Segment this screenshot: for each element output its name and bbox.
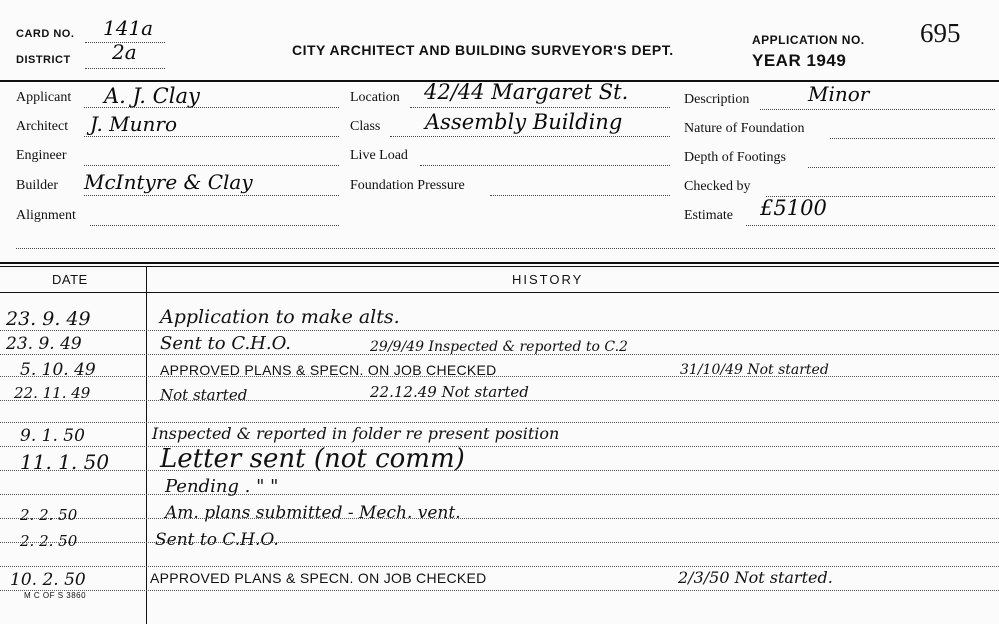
builder-label: Builder [16,178,58,193]
history-entry-note: 22.12.49 Not started [370,383,529,401]
date-column-header: DATE [52,272,88,287]
history-entry: Application to make alts. [160,306,400,328]
location-label: Location [350,90,400,105]
estimate-label: Estimate [684,208,733,223]
history-entry: Not started [160,386,248,404]
architect-label: Architect [16,119,69,134]
engineer-label: Engineer [16,148,67,163]
history-entry-note: Pending . " " [165,476,279,497]
alignment-label: Alignment [16,208,76,223]
history-entry: Am. plans submitted - Mech. vent. [165,503,461,523]
class-value: Assembly Building [425,110,623,134]
form-code: M C OF S 3860 [24,591,87,600]
live-load-label: Live Load [350,148,408,163]
history-entry-note: 29/9/49 Inspected & reported to C.2 [370,339,628,355]
description-label: Description [684,92,750,107]
application-no-value: 695 [920,18,961,48]
checked-by-label: Checked by [684,179,751,194]
nature-of-foundation-label: Nature of Foundation [684,121,805,136]
history-entry: Inspected & reported in folder re present position [152,424,560,443]
district-label: DISTRICT [16,54,71,66]
history-date: 23. 9. 49 [6,334,82,354]
history-date: 5. 10. 49 [20,360,96,380]
approved-stamp: APPROVED PLANS & SPECN. ON JOB CHECKED [160,362,497,378]
location-value: 42/44 Margaret St. [424,80,629,104]
card-no-label: CARD NO. [16,28,75,40]
card-no-value: 141a [103,16,154,40]
architect-value: J. Munro [90,112,178,136]
history-date: 9. 1. 50 [20,426,85,446]
district-value: 2a [112,40,137,64]
history-entry: Letter sent (not comm) [160,444,465,474]
foundation-pressure-label: Foundation Pressure [350,178,465,193]
class-label: Class [350,119,381,134]
history-date: 10. 2. 50 [10,570,86,590]
history-date: 23. 9. 49 [6,308,91,330]
history-entry-note: 31/10/49 Not started [680,362,829,378]
history-date: 2. 2. 50 [20,506,78,524]
year-label: YEAR 1949 [752,51,847,70]
history-entry: Sent to C.H.O. [160,333,292,354]
application-no-label: APPLICATION NO. [752,33,865,47]
depth-of-footings-label: Depth of Footings [684,150,786,165]
history-entry-note: 2/3/50 Not started. [678,568,833,587]
department-title: CITY ARCHITECT AND BUILDING SURVEYOR'S DEPT. [292,42,674,58]
applicant-label: Applicant [16,90,72,105]
builder-value: McIntyre & Clay [84,170,253,194]
history-entry: Sent to C.H.O. [155,530,279,550]
history-date: 11. 1. 50 [20,450,110,474]
estimate-value: £5100 [760,196,827,220]
history-date: 2. 2. 50 [20,532,78,550]
history-column-header: HISTORY [512,272,584,287]
approved-stamp: APPROVED PLANS & SPECN. ON JOB CHECKED [150,570,487,586]
applicant-value: A. J. Clay [104,84,200,108]
description-value: Minor [808,82,870,106]
history-date: 22. 11. 49 [14,384,91,402]
